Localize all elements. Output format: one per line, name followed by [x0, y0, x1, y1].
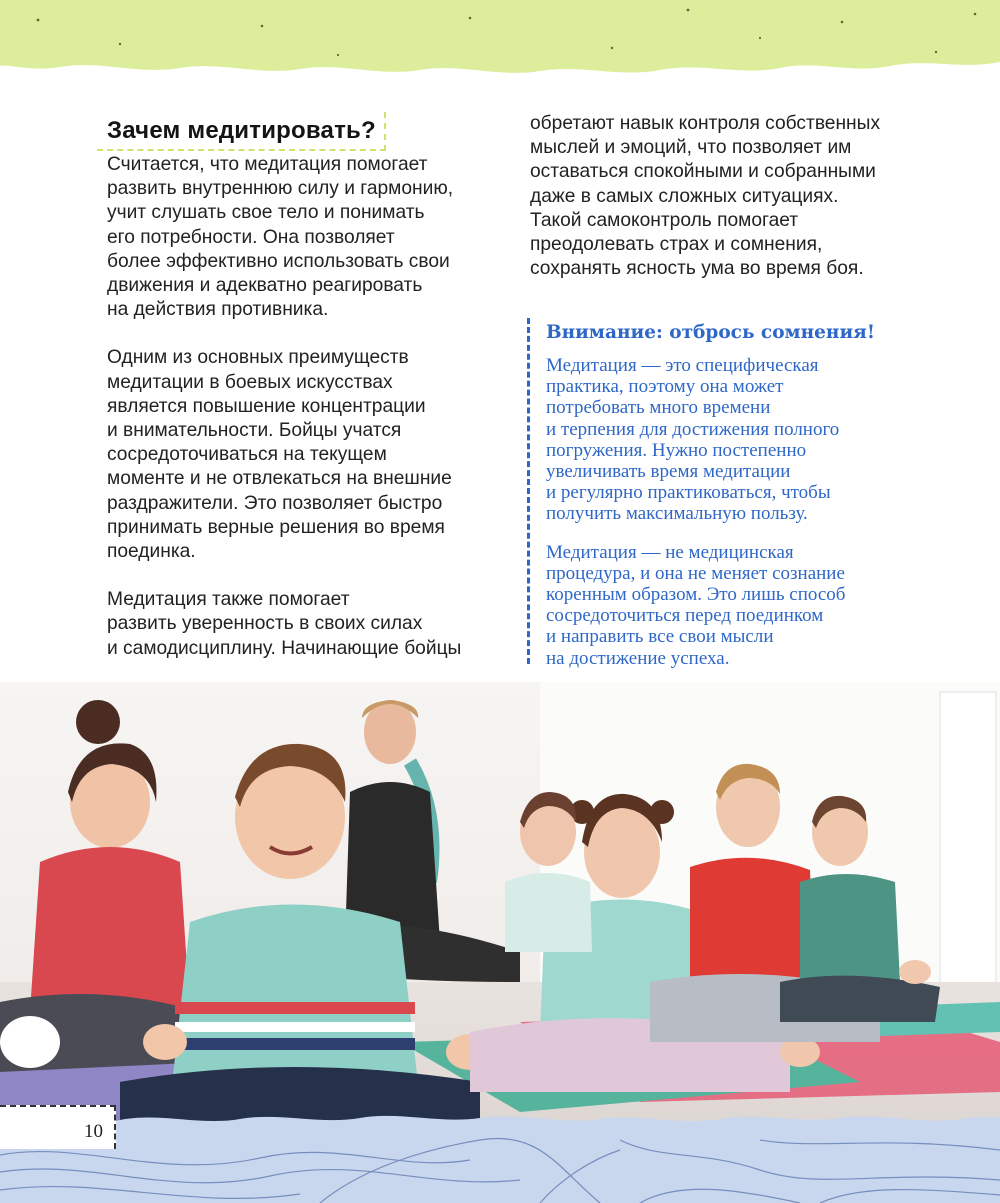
text-line: обретают навык контроля собственных	[530, 113, 881, 134]
text-line: Одним из основных преимуществ	[107, 347, 409, 369]
text-line: развить уверенность в своих силах	[107, 613, 423, 635]
left-column	[107, 112, 507, 661]
warning-callout	[527, 318, 937, 669]
text-line: и терпения для достижения полного	[546, 418, 840, 440]
right-column	[530, 112, 930, 281]
text-line: процедура, и она не меняет сознание	[546, 562, 845, 584]
text-line: погружения. Нужно постепенно	[546, 439, 807, 461]
text-line: и регулярно практиковаться, чтобы	[546, 482, 831, 504]
callout-paragraph-1	[546, 355, 937, 525]
callout-paragraph-2	[546, 542, 937, 669]
text-line: поединка.	[107, 541, 196, 563]
text-line: преодолевать страх и сомнения,	[530, 234, 823, 256]
text-line: моменте и не отвлекаться на внешние	[107, 468, 452, 490]
text-line: оставаться спокойными и собранными	[530, 161, 876, 183]
text-line: принимать верные решения во время	[107, 516, 445, 538]
text-line: увеличивать время медитации	[546, 461, 791, 483]
text-line: сохранять ясность ума во время боя.	[530, 258, 864, 280]
paragraph-3	[107, 588, 507, 661]
text-line: и внимательности. Бойцы учатся	[107, 420, 402, 442]
section-heading: Зачем медитировать?	[107, 117, 376, 144]
text-line: Считается, что медитация помогает	[107, 154, 428, 175]
page-number: 10	[84, 1121, 103, 1142]
text-line: и самодисциплину. Начинающие бойцы	[107, 637, 462, 659]
text-line: на достижение успеха.	[546, 647, 730, 669]
text-line: даже в самых сложных ситуациях.	[530, 185, 839, 207]
text-line: более эффективно использовать свои	[107, 250, 450, 272]
text-line: практика, поэтому она может	[546, 376, 784, 398]
paragraph-2	[107, 346, 507, 564]
text-line: сосредоточиваться на текущем	[107, 444, 387, 466]
text-line: Медитация — не медицинская	[546, 541, 794, 563]
heading-dashed-side	[384, 112, 386, 151]
text-line: является повышение концентрации	[107, 395, 426, 417]
text-line: коренным образом. Это лишь способ	[546, 584, 846, 606]
text-line: раздражители. Это позволяет быстро	[107, 492, 443, 514]
text-line: Медитация также помогает	[107, 589, 350, 611]
text-line: медитации в боевых искусствах	[107, 371, 393, 393]
bottom-decorative-band	[0, 1110, 1000, 1203]
section-heading-block	[107, 112, 384, 151]
text-line: на действия противника.	[107, 299, 329, 321]
text-line: сосредоточиться перед поединком	[546, 605, 824, 627]
text-line: потребовать много времени	[546, 397, 771, 419]
paragraph-continued	[530, 112, 930, 281]
text-line: движения и адекватно реагировать	[107, 275, 423, 297]
text-line: его потребности. Она позволяет	[107, 226, 395, 248]
heading-dashed-underline	[97, 149, 386, 151]
text-line: Медитация — это специфическая	[546, 355, 819, 376]
text-line: мыслей и эмоций, что позволяет им	[530, 137, 852, 159]
text-line: получить максимальную пользу.	[546, 503, 808, 525]
meditation-photo	[0, 682, 1000, 1130]
callout-title: Внимание: отбрось сомнения!	[546, 322, 875, 343]
text-line: учит слушать свое тело и понимать	[107, 202, 425, 224]
paragraph-1	[107, 153, 507, 322]
text-line: развить внутреннюю силу и гармонию,	[107, 178, 454, 200]
text-line: и направить все свои мысли	[546, 626, 774, 648]
top-decorative-band	[0, 0, 1000, 90]
text-line: Такой самоконтроль помогает	[530, 209, 799, 231]
